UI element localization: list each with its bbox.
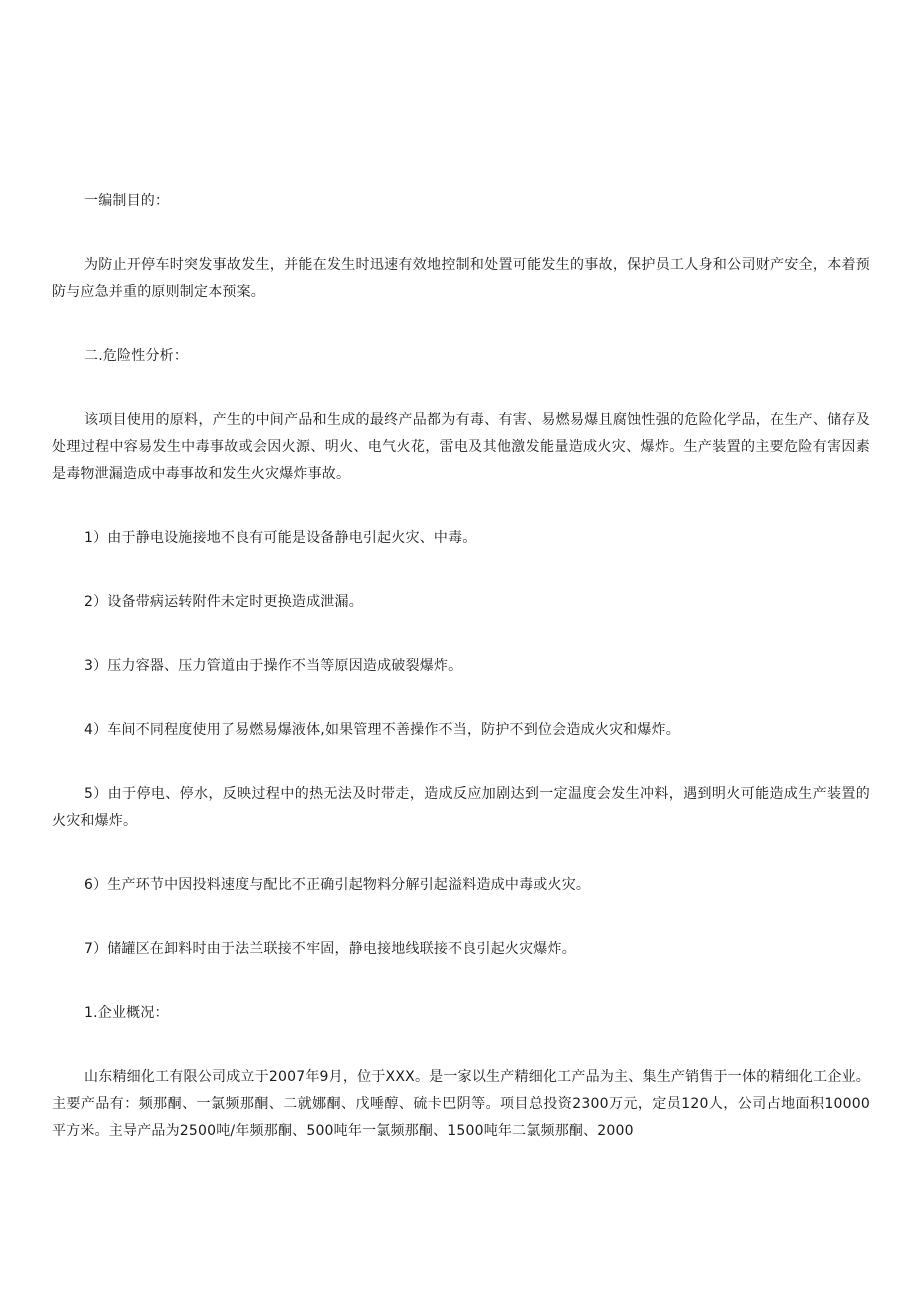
list-item-hazard-4: 4）车间不同程度使用了易燃易爆液体,如果管理不善操作不当，防护不到位会造成火灾和爆炸。 — [84, 722, 680, 738]
list-item-hazard-6: 6）生产环节中因投料速度与配比不正确引起物料分解引起溢料造成中毒或火灾。 — [84, 877, 591, 893]
paragraph-hazard-overview: 该项目使用的原料，产生的中间产品和生成的最终产品都为有毒、有害、易燃易爆且腐蚀性强的危险化学品，在生产、储存及处理过程中容易发生中毒事故或会因火源、明火、电气火花，雷电及其他激发能量造成火灾、爆炸。生产装置的主要危险有害因素是毒物泄漏造成中毒事故和发生火灾爆炸事故。 — [52, 412, 870, 482]
section-heading-company-overview: 1.企业概况： — [84, 1005, 169, 1021]
paragraph-purpose: 为防止开停车时突发事故发生，并能在发生时迅速有效地控制和处置可能发生的事故，保护员工人身和公司财产安全，本着预防与应急并重的原则制定本预案。 — [52, 257, 870, 300]
list-item-hazard-2: 2）设备带病运转附件未定时更换造成泄漏。 — [84, 594, 363, 610]
document-body — [52, 188, 870, 1182]
list-item-hazard-3: 3）压力容器、压力管道由于操作不当等原因造成破裂爆炸。 — [84, 658, 463, 674]
list-item-hazard-1: 1）由于静电设施接地不良有可能是设备静电引起火灾、中毒。 — [84, 530, 477, 546]
paragraph-company-overview: 山东精细化工有限公司成立于2007年9月，位于XXX。是一家以生产精细化工产品为主、集生产销售于一体的精细化工企业。主要产品有：频那酮、一氯频那酮、二就娜酮、戊唾醇、硫卡巴阴等。项目总投资2300万元，定员120人，公司占地面积10000平方米。主导产品为2500吨/年频那酮、500吨年一氯频那酮、1500吨年二氯频那酮、2000 — [52, 1069, 870, 1139]
section-heading-purpose: 一编制目的： — [84, 193, 170, 209]
list-item-hazard-5: 5）由于停电、停水，反映过程中的热无法及时带走，造成反应加剧达到一定温度会发生冲料，遇到明火可能造成生产装置的火灾和爆炸。 — [52, 786, 870, 829]
list-item-hazard-7: 7）储罐区在卸料时由于法兰联接不牢固，静电接地线联接不良引起火灾爆炸。 — [84, 941, 576, 957]
section-heading-hazard-analysis: 二.危险性分析： — [84, 348, 189, 364]
